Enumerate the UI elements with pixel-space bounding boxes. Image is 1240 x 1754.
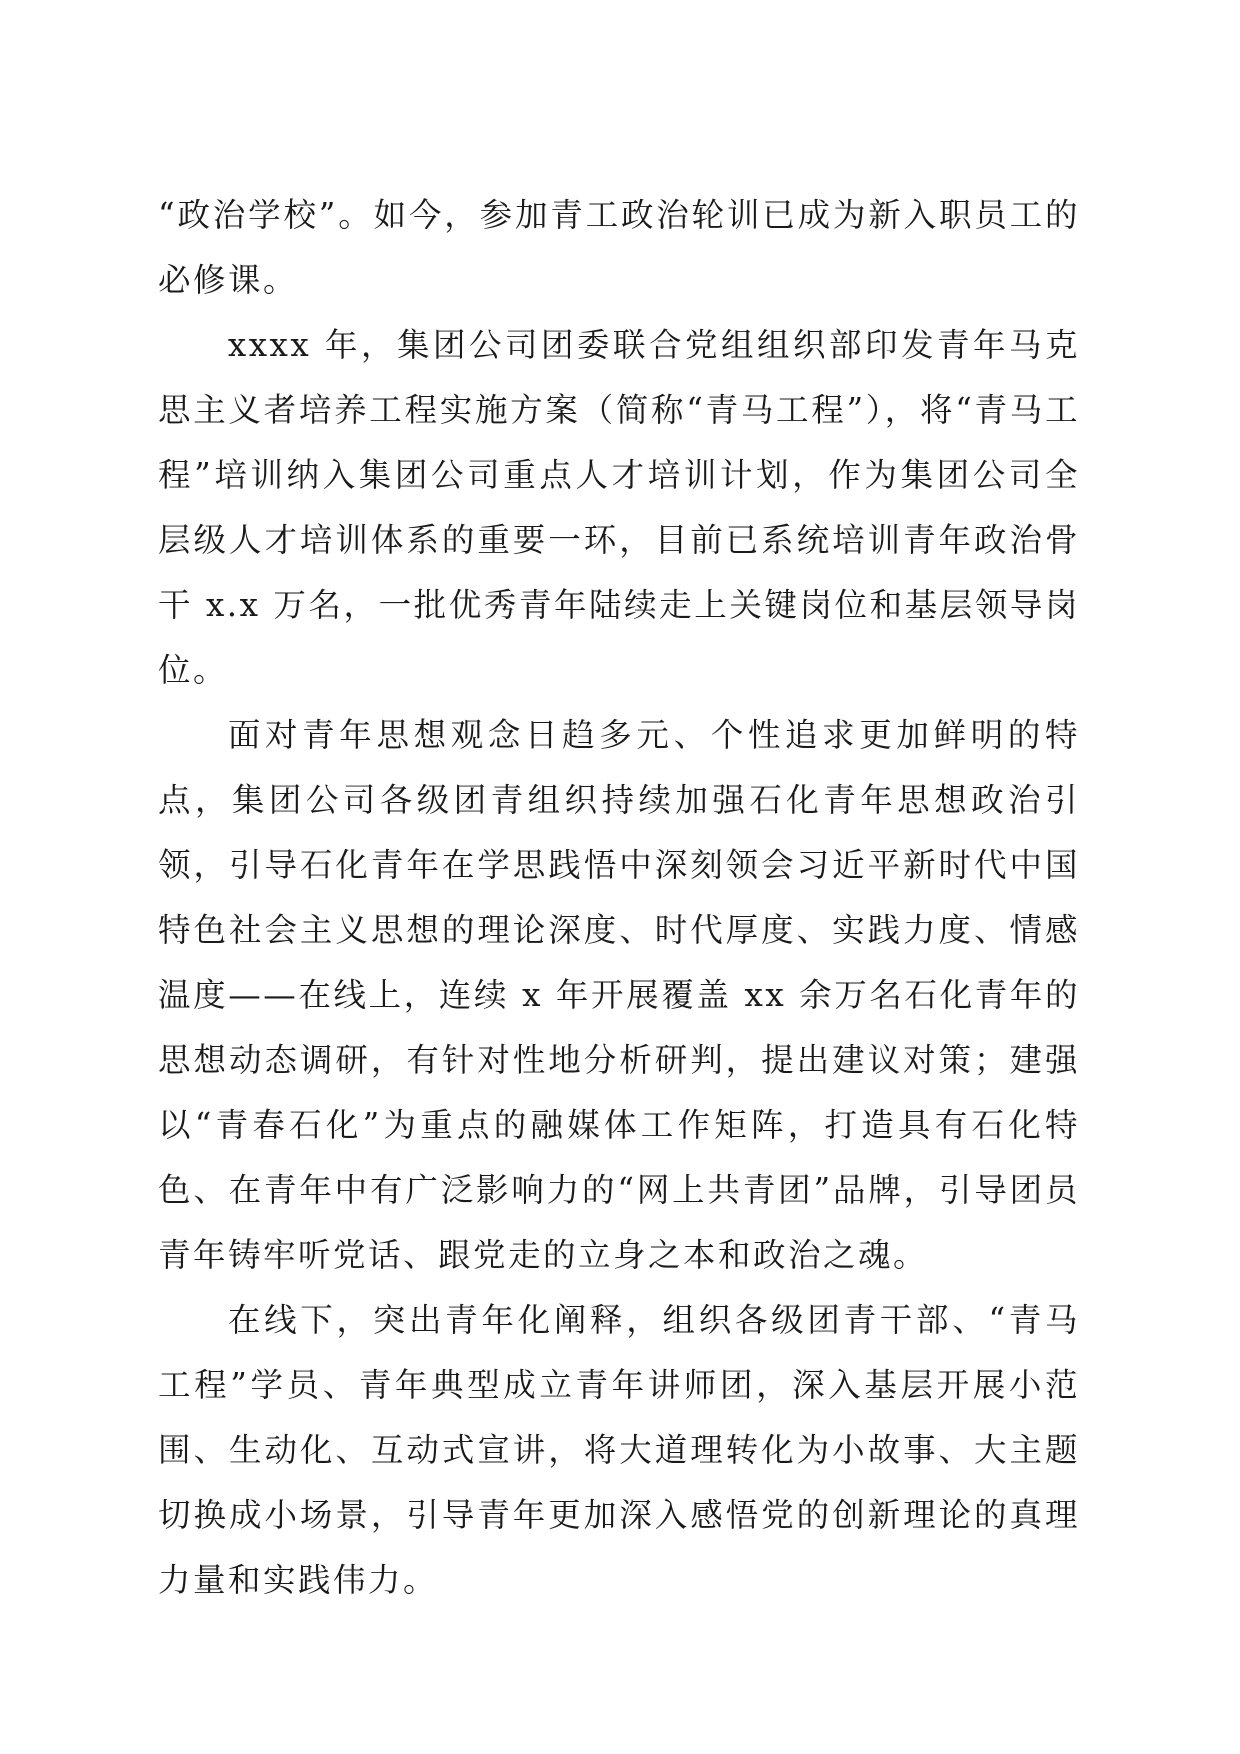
- paragraph-ideological-guidance: 面对青年思想观念日趋多元、个性追求更加鲜明的特点，集团公司各级团青组织持续加强石化青年思想政治引领，引导石化青年在学思践悟中深刻领会习近平新时代中国特色社会主义思想的理论深度、时代厚度、实践力度、情感温度——在线上，连续 x 年开展覆盖 xx 余万名石化青年的思想动态调研，有针对性地分析研判，提出建议对策；建强以“青春石化”为重点的融媒体工作矩阵，打造具有石化特色、在青年中有广泛影响力的“网上共青团”品牌，引导团员青年铸牢听党话、跟党走的立身之本和政治之魂。: [158, 716, 1080, 1274]
- document-body: [158, 183, 1080, 1613]
- paragraph-qingma-project: xxxx 年，集团公司团委联合党组组织部印发青年马克思主义者培养工程实施方案（简称“青马工程”），将“青马工程”培训纳入集团公司重点人才培训计划，作为集团公司全层级人才培训体系的重要一环，目前已系统培训青年政治骨干 x.x 万名，一批优秀青年陆续走上关键岗位和基层领导岗位。: [158, 326, 1080, 689]
- paragraph-continuation: “政治学校”。如今，参加青工政治轮训已成为新入职员工的必修课。: [158, 196, 1080, 299]
- paragraph-offline-lectures: 在线下，突出青年化阐释，组织各级团青干部、“青马工程”学员、青年典型成立青年讲师团，深入基层开展小范围、生动化、互动式宣讲，将大道理转化为小故事、大主题切换成小场景，引导青年更加深入感悟党的创新理论的真理力量和实践伟力。: [158, 1301, 1080, 1599]
